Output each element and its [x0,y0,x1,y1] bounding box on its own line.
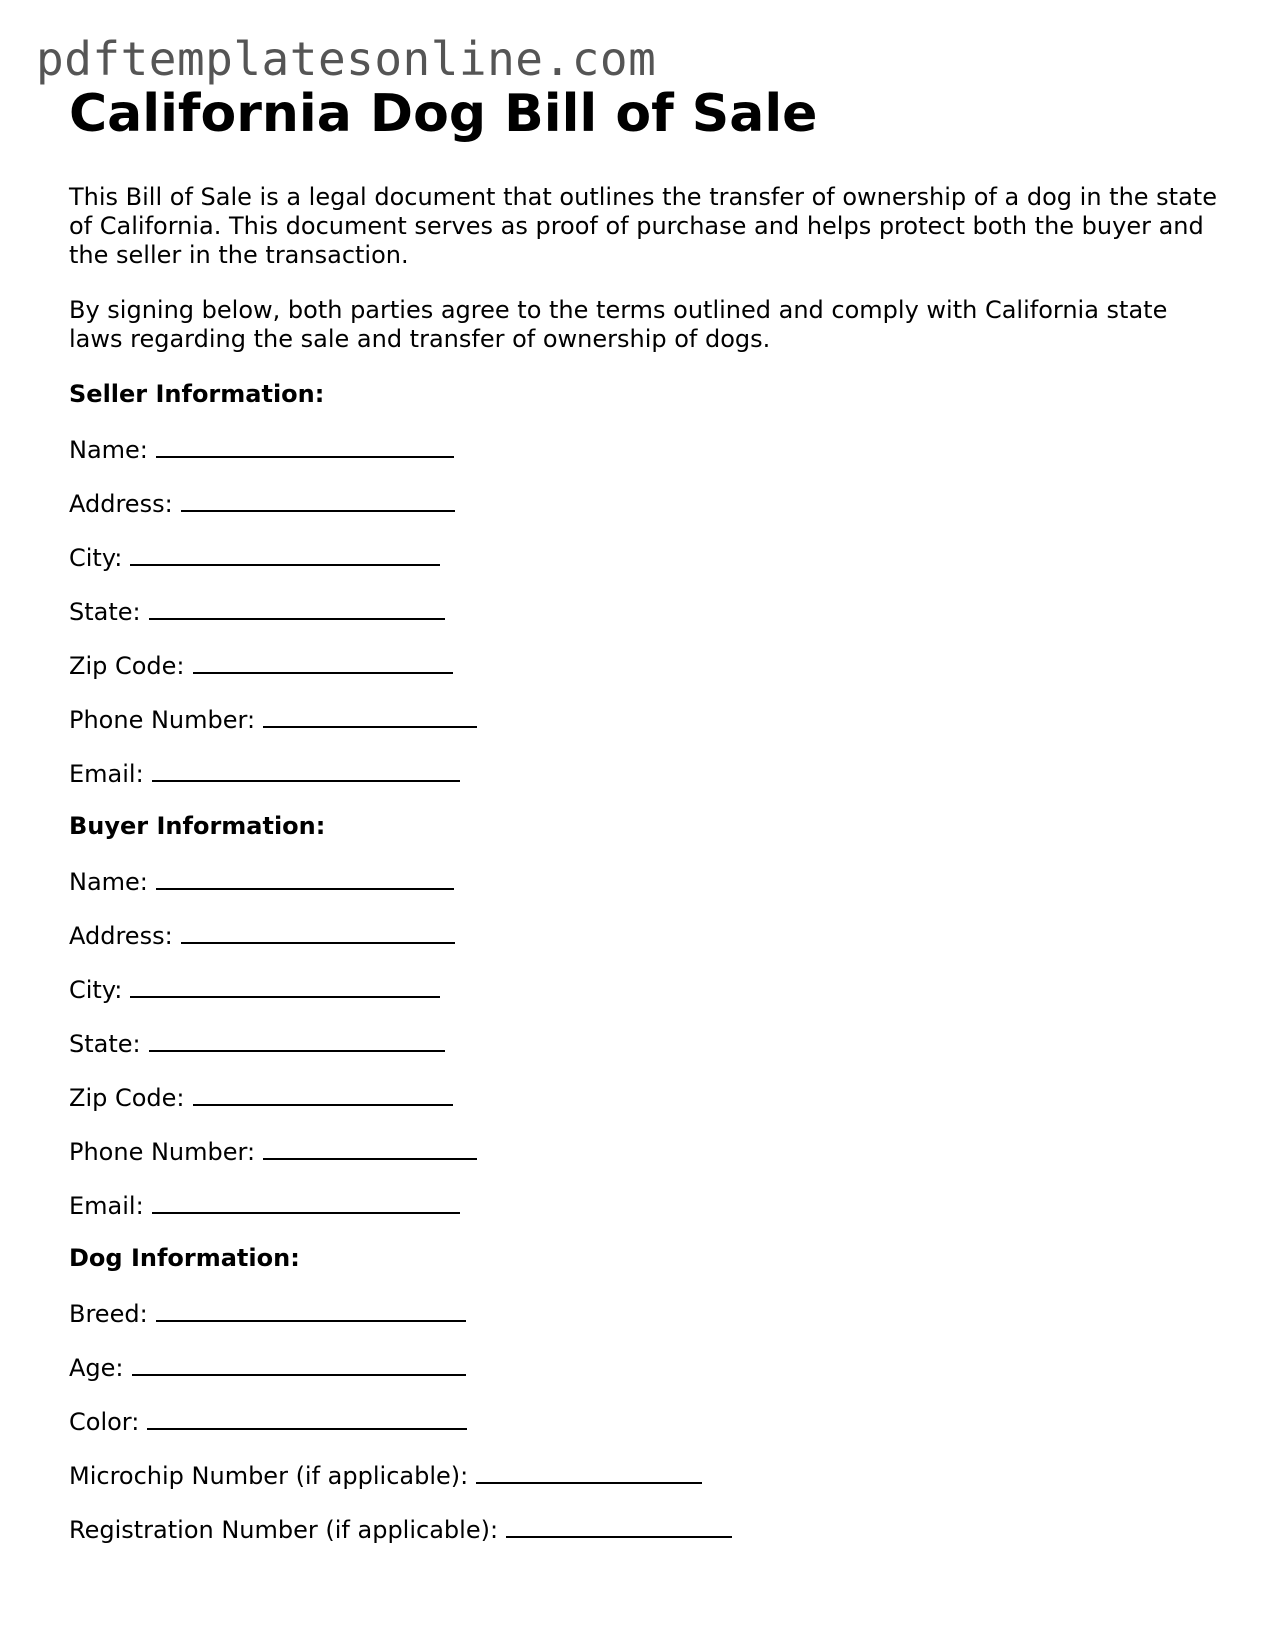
buyer-name-field[interactable] [69,866,1219,920]
buyer-name-input-line[interactable] [156,866,454,890]
buyer-email-input-line[interactable] [152,1190,460,1214]
seller-address-input-line[interactable] [181,488,455,512]
field-label: State: [69,1030,141,1058]
page-title: California Dog Bill of Sale [69,84,818,144]
seller-city-input-line[interactable] [130,542,440,566]
seller-section-heading: Seller Information: [69,380,325,408]
seller-phone-input-line[interactable] [263,704,477,728]
dog-breed-field[interactable] [69,1298,1219,1352]
field-label: Phone Number: [69,706,256,734]
dog-registration-input-line[interactable] [506,1514,732,1538]
field-label: Zip Code: [69,1084,185,1112]
seller-zip-input-line[interactable] [193,650,453,674]
buyer-zip-field[interactable] [69,1082,1219,1136]
field-label: Registration Number (if applicable): [69,1516,499,1544]
field-label: City: [69,544,123,572]
dog-microchip-input-line[interactable] [476,1460,702,1484]
buyer-address-field[interactable] [69,920,1219,974]
field-label: Name: [69,436,148,464]
seller-name-input-line[interactable] [156,434,454,458]
dog-color-field[interactable] [69,1406,1219,1460]
field-label: State: [69,598,141,626]
intro-paragraph-1: This Bill of Sale is a legal document that outlines the transfer of ownership of a dog in the state of California. This document serves as proof of purchase and helps protect both the buyer and the seller in the transaction. [69,183,1217,269]
seller-email-field[interactable] [69,758,1219,812]
field-label: Microchip Number (if applicable): [69,1462,469,1490]
dog-registration-field[interactable] [69,1514,1219,1568]
buyer-city-input-line[interactable] [130,974,440,998]
field-label: Color: [69,1408,140,1436]
dog-section-heading: Dog Information: [69,1244,300,1272]
buyer-state-input-line[interactable] [149,1028,445,1052]
intro-paragraph-2: By signing below, both parties agree to the terms outlined and comply with California state laws regarding the sale and transfer of ownership of dogs. [69,296,1168,353]
buyer-section-heading: Buyer Information: [69,812,326,840]
field-label: Address: [69,922,173,950]
buyer-phone-field[interactable] [69,1136,1219,1190]
field-label: Phone Number: [69,1138,256,1166]
field-label: Email: [69,760,144,788]
buyer-zip-input-line[interactable] [193,1082,453,1106]
field-label: Zip Code: [69,652,185,680]
field-label: Email: [69,1192,144,1220]
field-label: Breed: [69,1300,148,1328]
seller-phone-field[interactable] [69,704,1219,758]
field-label: City: [69,976,123,1004]
seller-state-input-line[interactable] [149,596,445,620]
dog-color-input-line[interactable] [147,1406,467,1430]
seller-state-field[interactable] [69,596,1219,650]
seller-address-field[interactable] [69,488,1219,542]
seller-name-field[interactable] [69,434,1219,488]
field-label: Name: [69,868,148,896]
document-body [69,183,1219,1568]
field-label: Age: [69,1354,124,1382]
buyer-state-field[interactable] [69,1028,1219,1082]
dog-age-input-line[interactable] [132,1352,466,1376]
buyer-email-field[interactable] [69,1190,1219,1244]
watermark: pdftemplatesonline.com [36,32,657,86]
dog-age-field[interactable] [69,1352,1219,1406]
buyer-city-field[interactable] [69,974,1219,1028]
seller-zip-field[interactable] [69,650,1219,704]
field-label: Address: [69,490,173,518]
seller-email-input-line[interactable] [152,758,460,782]
buyer-address-input-line[interactable] [181,920,455,944]
buyer-phone-input-line[interactable] [263,1136,477,1160]
dog-microchip-field[interactable] [69,1460,1219,1514]
dog-breed-input-line[interactable] [156,1298,466,1322]
seller-city-field[interactable] [69,542,1219,596]
